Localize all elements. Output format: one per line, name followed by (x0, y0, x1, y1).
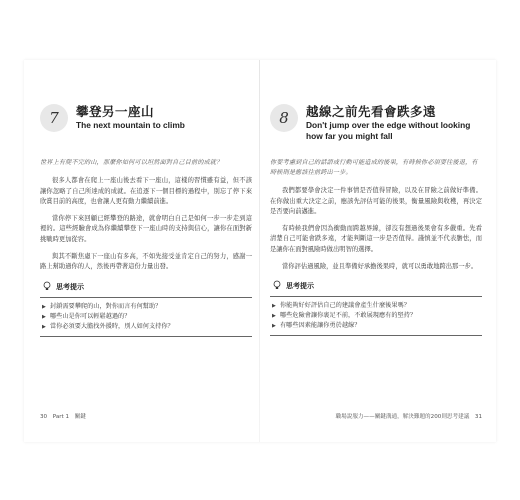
tip-item: ▶ 哪些危險會讓你裹足不前，不敢展現應有的堅持？ (270, 311, 482, 321)
right-page (270, 60, 482, 442)
tip-item: ▶ 有哪些因素能讓你勇於越線？ (270, 321, 482, 331)
body-paragraph: 很多人都會在爬上一座山後去看下一座山，這樣的習慣雖有益，但不該讓你忽略了自己所達成的成就。在追逐下一個目標的過程中，別忘了停下來欣賞目前的高度，也會讓人更有動力繼續前進。 (40, 177, 252, 206)
tip-item: ▶ 封鎖需要攀爬的山，對你而言有何幫助？ (40, 302, 252, 312)
page-folio: 職場說服力——關鍵溝通，解決難題的200則思考建議 31 (335, 414, 482, 420)
lightbulb-icon (272, 280, 282, 290)
tips-box (270, 278, 482, 336)
book-gutter (259, 60, 260, 442)
section-title-en: The next mountain to climb (76, 120, 185, 130)
tips-label: 思考提示 (286, 282, 314, 291)
page-folio: 30 Part 1 關鍵 (40, 414, 86, 420)
divider (40, 297, 252, 298)
section-title-en: Don't jump over the edge without looking how far you might fall (306, 120, 471, 141)
section-header (270, 100, 482, 158)
section-title-zh: 越線之前先看會跌多遠 (306, 104, 437, 119)
section-number-badge: 7 (40, 104, 68, 132)
tip-item: ▶ 你能夠好好評估自己的建議會產生什麼後果嗎？ (270, 301, 482, 311)
body-paragraph: 我們都要學會決定一件事情是否值得冒險，以及在冒險之前做好準備。在你做出重大決定之前，應該先評估可能的後果，衡量風險與收穫，再決定是否要向前邁進。 (270, 187, 482, 216)
section-title-zh: 攀登另一座山 (76, 104, 155, 119)
tip-item: ▶ 當你必須要大膽找外援時，別人如何支持你？ (40, 322, 252, 332)
tips-header (270, 278, 482, 296)
section-lead: 世界上有爬不完的山，那麼你如何可以坦然面對自己目前的成就？ (40, 159, 223, 166)
body-paragraph: 與其不斷焦慮下一座山有多高，不如先接受並肯定自己的努力，感謝一路上幫助過你的人，然後再帶著這份力量出發。 (40, 252, 252, 271)
tips-label: 思考提示 (56, 282, 84, 291)
tips-header (40, 279, 252, 297)
left-page (40, 60, 252, 442)
body-paragraph: 有時候我們會因為衝動而跨越界線，卻沒有想過後果會有多嚴重。先看清楚自己可能會跌多遠，才能判斷這一步是否值得。謹慎並不代表膽怯，而是讓你在面對風險時做出明智的選擇。 (270, 224, 482, 253)
section-lead: 你要考慮到自己的話語或行動可能造成的後果，有時候你必須要往後退，有時候則是應該往前跨出一步。 (270, 159, 478, 176)
divider (40, 336, 252, 337)
divider (270, 335, 482, 336)
section-header (40, 100, 252, 158)
divider (270, 296, 482, 297)
tip-item: ▶ 哪些山是你可以輕鬆越過的？ (40, 312, 252, 322)
lightbulb-icon (42, 281, 52, 291)
tips-box (40, 279, 252, 337)
body-paragraph: 當你評估過風險，並且準備好承擔後果時，就可以勇敢地跨出那一步。 (282, 262, 478, 270)
section-number-badge: 8 (270, 104, 298, 132)
body-paragraph: 當你停下來回顧已經攀登的路途，就會明白自己是如何一步一步走到這裡的。這些經驗會成為你繼續攀登下一座山時的支持與信心，讓你在面對新挑戰時更加從容。 (40, 214, 252, 243)
